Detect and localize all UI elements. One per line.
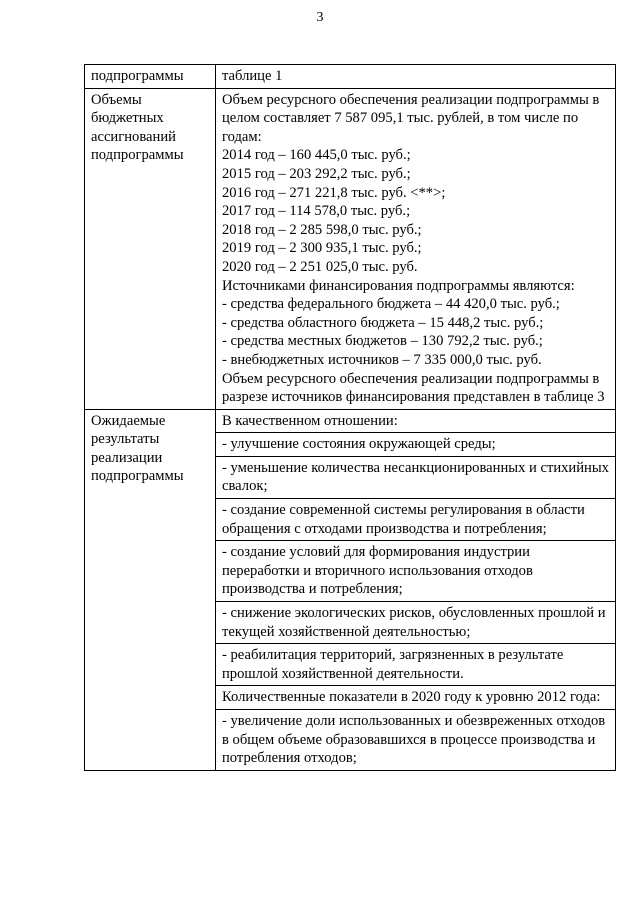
budget-year-line: 2016 год – 271 221,8 тыс. руб. <**>; [222,184,446,201]
source-line: - средства областного бюджета – 15 448,2 тыс. руб.; [222,314,544,331]
result-item: - улучшение состояния окружающей среды; [216,433,616,457]
results-label-line: реализации [91,449,163,466]
source-line: - средства местных бюджетов – 130 792,2 тыс. руб.; [222,333,543,350]
table-row-results-0 [85,409,616,433]
row-header-value: таблице 1 [216,65,616,89]
results-label-line: результаты [91,431,160,448]
budget-label-line: Объемы [91,91,142,108]
table-row-header [85,65,616,89]
budget-label-line: подпрограммы [91,147,184,164]
budget-total-text: Объем ресурсного обеспечения реализации подпрограммы в целом составляет 7 587 095,1 тыс. рублей, в том числе по годам: [222,91,600,145]
result-item: В качественном отношении: [216,409,616,433]
results-label-line: Ожидаемые [91,412,166,429]
row-header-label: подпрограммы [85,65,216,89]
budget-label-cell [85,88,216,409]
budget-content-cell [216,88,616,409]
source-line: - внебюджетных источников – 7 335 000,0 тыс. руб. [222,351,542,368]
results-label-line: подпрограммы [91,468,184,485]
budget-year-line: 2015 год – 203 292,2 тыс. руб.; [222,165,411,182]
result-item: - уменьшение количества несанкционированных и стихийных свалок; [216,456,616,498]
budget-year-line: 2017 год – 114 578,0 тыс. руб.; [222,203,411,220]
table-row-budget [85,88,616,409]
budget-closing-text: Объем ресурсного обеспечения реализации подпрограммы в разрезе источников финансирования представлен в таблице 3 [222,370,605,406]
result-item: - создание условий для формирования индустрии переработки и вторичного использования отходов производства и потребления; [216,541,616,602]
sources-heading: Источниками финансирования подпрограммы являются: [222,277,575,294]
budget-label-line: ассигнований [91,128,176,145]
result-item: Количественные показатели в 2020 году к уровню 2012 года: [216,686,616,710]
result-item: - реабилитация территорий, загрязненных в результате прошлой хозяйственной деятельности. [216,644,616,686]
budget-label-line: бюджетных [91,110,164,127]
results-label-cell [85,409,216,770]
budget-year-line: 2020 год – 2 251 025,0 тыс. руб. [222,258,418,275]
result-item: - снижение экологических рисков, обусловленных прошлой и текущей хозяйственной деятельностью; [216,602,616,644]
budget-year-line: 2018 год – 2 285 598,0 тыс. руб.; [222,221,422,238]
result-item: - создание современной системы регулирования в области обращения с отходами производства и потребления; [216,499,616,541]
result-item: - увеличение доли использованных и обезвреженных отходов в общем объеме образовавшихся в процессе производства и потребления отходов; [216,710,616,771]
budget-year-line: 2014 год – 160 445,0 тыс. руб.; [222,147,411,164]
source-line: - средства федерального бюджета – 44 420,0 тыс. руб.; [222,296,560,313]
page-number: 3 [316,10,324,25]
budget-year-line: 2019 год – 2 300 935,1 тыс. руб.; [222,240,422,257]
passport-table [84,64,616,771]
